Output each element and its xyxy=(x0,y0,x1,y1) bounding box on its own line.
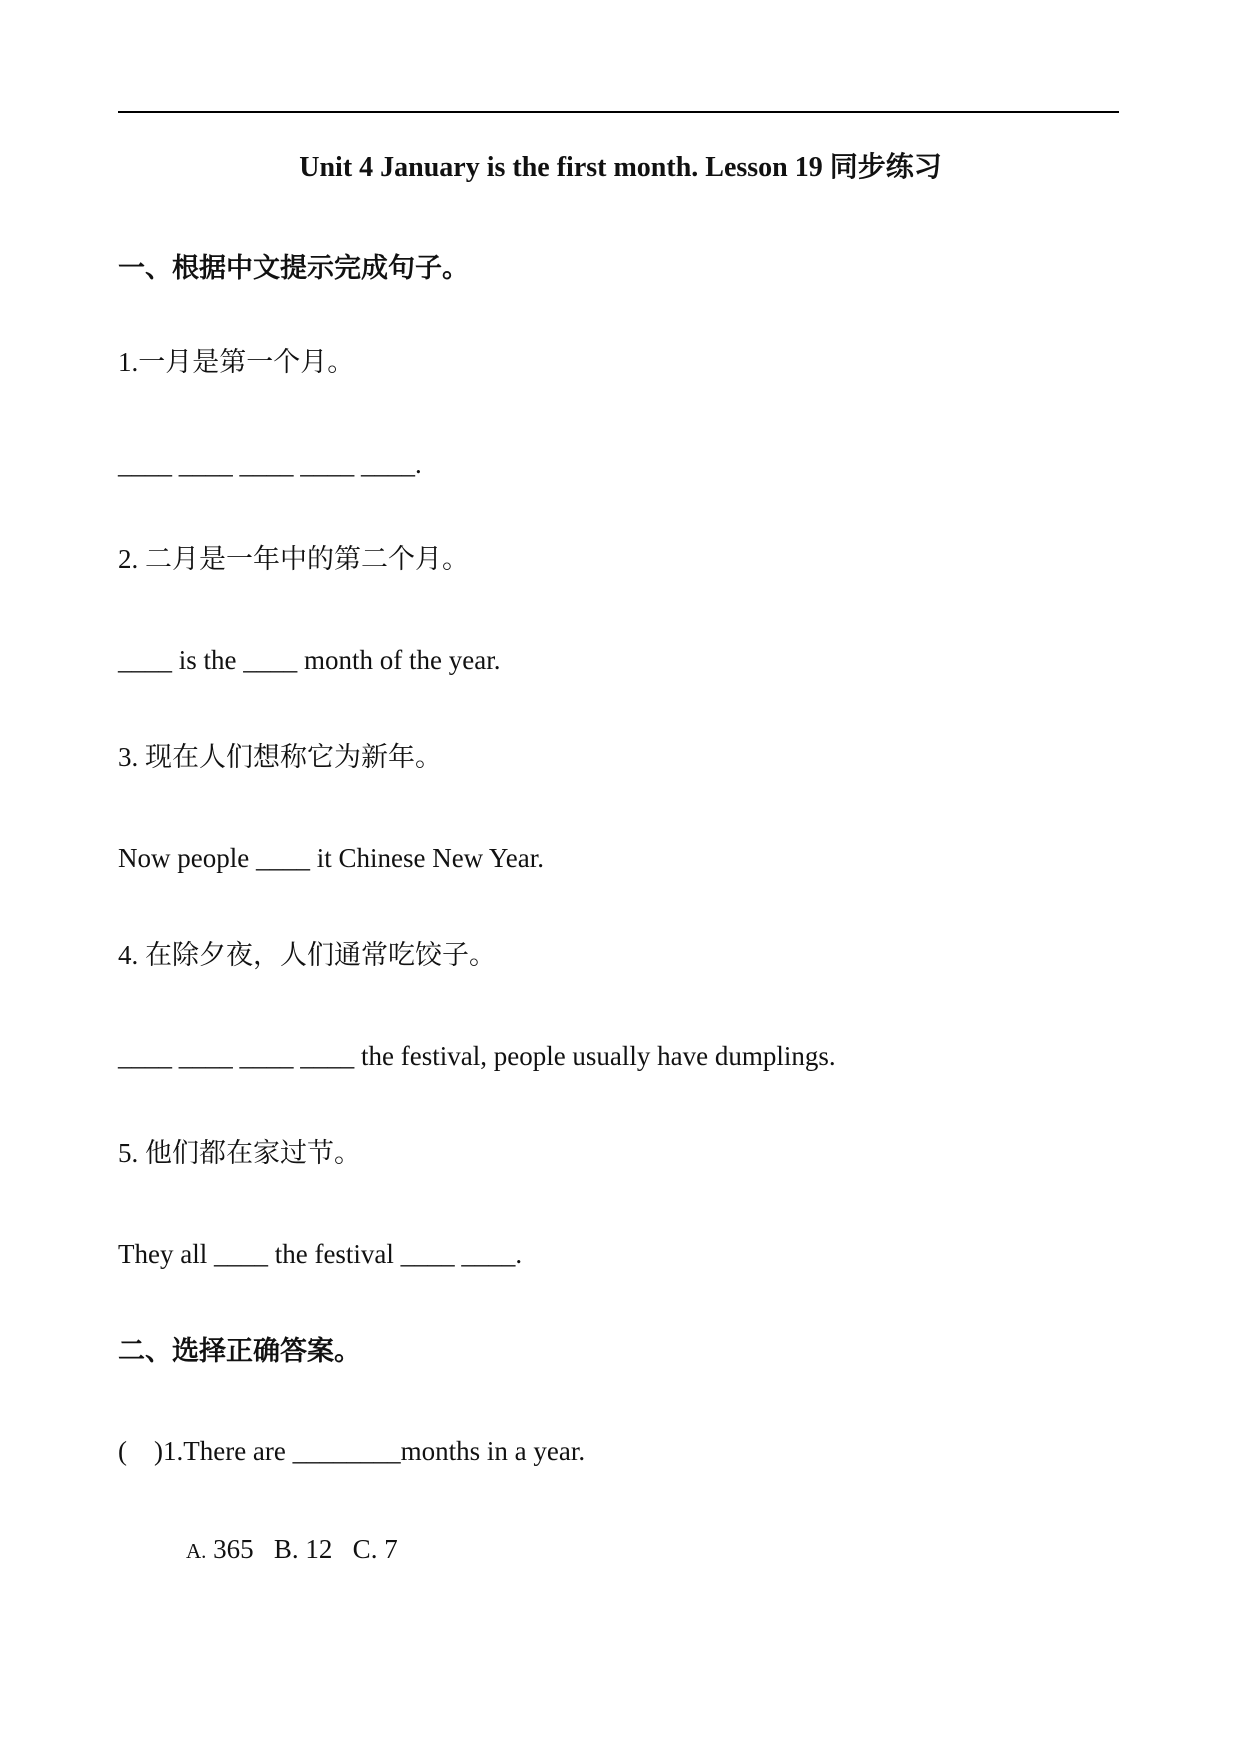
q4-answer-line: ____ ____ ____ ____ the festival, people usually have dumplings. xyxy=(118,1041,836,1071)
page-title: Unit 4 January is the first month. Lesson 19 同步练习 xyxy=(299,152,942,183)
q2-answer-line: ____ is the ____ month of the year. xyxy=(118,645,501,675)
options-b-c: B. 12 C. 7 xyxy=(253,1534,398,1564)
option-a-value: 365 xyxy=(206,1534,254,1564)
option-a-label: A. xyxy=(186,1539,207,1563)
q1-prompt: 1.一月是第一个月。 xyxy=(118,347,355,377)
q5-answer-line: They all ____ the festival ____ ____. xyxy=(118,1239,523,1269)
section-1-heading: 一、根据中文提示完成句子。 xyxy=(118,253,469,283)
mc-question-1: ( )1.There are ________months in a year. xyxy=(118,1436,586,1466)
q4-prompt: 4. 在除夕夜，人们通常吃饺子。 xyxy=(118,940,496,970)
q3-answer-line: Now people ____ it Chinese New Year. xyxy=(118,843,544,873)
q1-answer-line: ____ ____ ____ ____ ____. xyxy=(118,449,422,479)
q2-prompt: 2. 二月是一年中的第二个月。 xyxy=(118,544,469,574)
top-rule xyxy=(118,111,1119,113)
section-2-heading: 二、选择正确答案。 xyxy=(118,1336,361,1366)
mc-question-1-options xyxy=(186,1532,398,1568)
q3-prompt: 3. 现在人们想称它为新年。 xyxy=(118,742,442,772)
q5-prompt: 5. 他们都在家过节。 xyxy=(118,1138,361,1168)
